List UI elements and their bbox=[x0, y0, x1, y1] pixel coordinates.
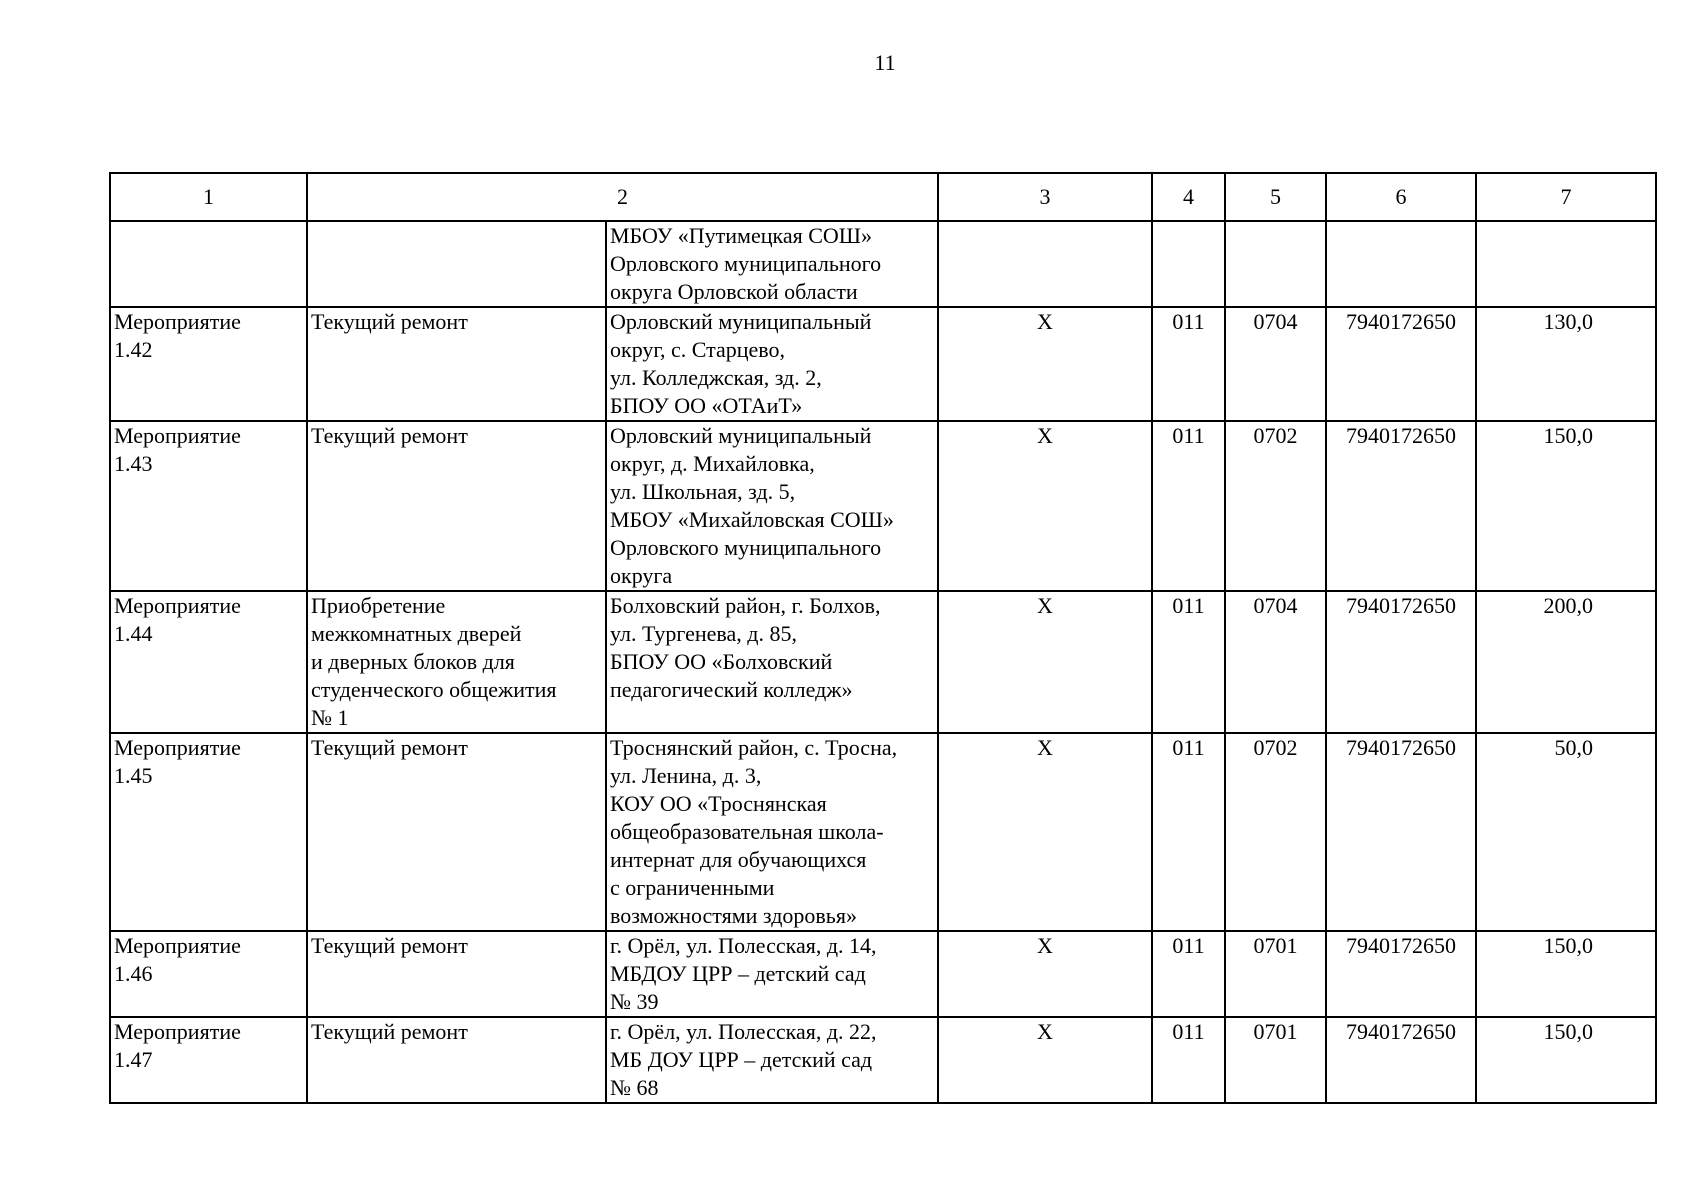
col4-cell: 011 bbox=[1152, 733, 1225, 931]
col7-cell: 150,0 bbox=[1476, 421, 1656, 591]
table-row bbox=[110, 591, 1656, 733]
col7-cell: 200,0 bbox=[1476, 591, 1656, 733]
budget-table bbox=[109, 172, 1657, 1104]
col5-cell: 0701 bbox=[1225, 1017, 1326, 1103]
header-cell: 5 bbox=[1225, 173, 1326, 221]
description-cell: Текущий ремонт bbox=[307, 307, 606, 421]
col3-cell: Х bbox=[938, 307, 1152, 421]
table-row bbox=[110, 733, 1656, 931]
table-row bbox=[110, 307, 1656, 421]
col4-cell: 011 bbox=[1152, 591, 1225, 733]
event-cell: Мероприятие 1.44 bbox=[110, 591, 307, 733]
header-cell: 7 bbox=[1476, 173, 1656, 221]
event-cell bbox=[110, 221, 307, 307]
col4-cell: 011 bbox=[1152, 307, 1225, 421]
col5-cell: 0701 bbox=[1225, 931, 1326, 1017]
col3-cell: Х bbox=[938, 931, 1152, 1017]
description-cell: Текущий ремонт bbox=[307, 421, 606, 591]
table-row bbox=[110, 1017, 1656, 1103]
event-cell: Мероприятие 1.46 bbox=[110, 931, 307, 1017]
col6-cell: 7940172650 bbox=[1326, 1017, 1476, 1103]
address-cell: Троснянский район, с. Тросна, ул. Ленина, д. 3, КОУ ОО «Троснянская общеобразовательная школа- интернат для обучающихся с ограниченными возможностями здоровья» bbox=[606, 733, 938, 931]
col6-cell: 7940172650 bbox=[1326, 733, 1476, 931]
col6-cell: 7940172650 bbox=[1326, 591, 1476, 733]
col5-cell: 0704 bbox=[1225, 307, 1326, 421]
col5-cell: 0704 bbox=[1225, 591, 1326, 733]
header-cell: 2 bbox=[307, 173, 938, 221]
event-cell: Мероприятие 1.45 bbox=[110, 733, 307, 931]
address-cell: Орловский муниципальный округ, д. Михайловка, ул. Школьная, зд. 5, МБОУ «Михайловская СОШ» Орловского муниципального округа bbox=[606, 421, 938, 591]
event-cell: Мероприятие 1.47 bbox=[110, 1017, 307, 1103]
description-cell: Текущий ремонт bbox=[307, 931, 606, 1017]
col4-cell bbox=[1152, 221, 1225, 307]
address-cell: г. Орёл, ул. Полесская, д. 14, МБДОУ ЦРР – детский сад № 39 bbox=[606, 931, 938, 1017]
col7-cell: 50,0 bbox=[1476, 733, 1656, 931]
table-row bbox=[110, 421, 1656, 591]
col7-cell bbox=[1476, 221, 1656, 307]
description-cell: Приобретение межкомнатных дверей и дверных блоков для студенческого общежития № 1 bbox=[307, 591, 606, 733]
col5-cell: 0702 bbox=[1225, 733, 1326, 931]
col3-cell: Х bbox=[938, 733, 1152, 931]
address-cell: Болховский район, г. Болхов, ул. Тургенева, д. 85, БПОУ ОО «Болховский педагогический колледж» bbox=[606, 591, 938, 733]
col6-cell: 7940172650 bbox=[1326, 931, 1476, 1017]
col6-cell: 7940172650 bbox=[1326, 421, 1476, 591]
col7-cell: 130,0 bbox=[1476, 307, 1656, 421]
col3-cell: Х bbox=[938, 421, 1152, 591]
table-row bbox=[110, 221, 1656, 307]
col3-cell bbox=[938, 221, 1152, 307]
col7-cell: 150,0 bbox=[1476, 931, 1656, 1017]
col4-cell: 011 bbox=[1152, 931, 1225, 1017]
table-row bbox=[110, 931, 1656, 1017]
address-cell: г. Орёл, ул. Полесская, д. 22, МБ ДОУ ЦРР – детский сад № 68 bbox=[606, 1017, 938, 1103]
header-cell: 4 bbox=[1152, 173, 1225, 221]
col5-cell: 0702 bbox=[1225, 421, 1326, 591]
address-cell: Орловский муниципальный округ, с. Старцево, ул. Колледжская, зд. 2, БПОУ ОО «ОТАиТ» bbox=[606, 307, 938, 421]
col3-cell: Х bbox=[938, 591, 1152, 733]
event-cell: Мероприятие 1.42 bbox=[110, 307, 307, 421]
address-cell: МБОУ «Путимецкая СОШ» Орловского муниципального округа Орловской области bbox=[606, 221, 938, 307]
col4-cell: 011 bbox=[1152, 421, 1225, 591]
header-cell: 6 bbox=[1326, 173, 1476, 221]
header-cell: 3 bbox=[938, 173, 1152, 221]
col6-cell: 7940172650 bbox=[1326, 307, 1476, 421]
col4-cell: 011 bbox=[1152, 1017, 1225, 1103]
col5-cell bbox=[1225, 221, 1326, 307]
description-cell bbox=[307, 221, 606, 307]
event-cell: Мероприятие 1.43 bbox=[110, 421, 307, 591]
col7-cell: 150,0 bbox=[1476, 1017, 1656, 1103]
description-cell: Текущий ремонт bbox=[307, 733, 606, 931]
col3-cell: Х bbox=[938, 1017, 1152, 1103]
col6-cell bbox=[1326, 221, 1476, 307]
description-cell: Текущий ремонт bbox=[307, 1017, 606, 1103]
table-header-row bbox=[110, 173, 1656, 221]
header-cell: 1 bbox=[110, 173, 307, 221]
page-number: 11 bbox=[874, 50, 896, 75]
